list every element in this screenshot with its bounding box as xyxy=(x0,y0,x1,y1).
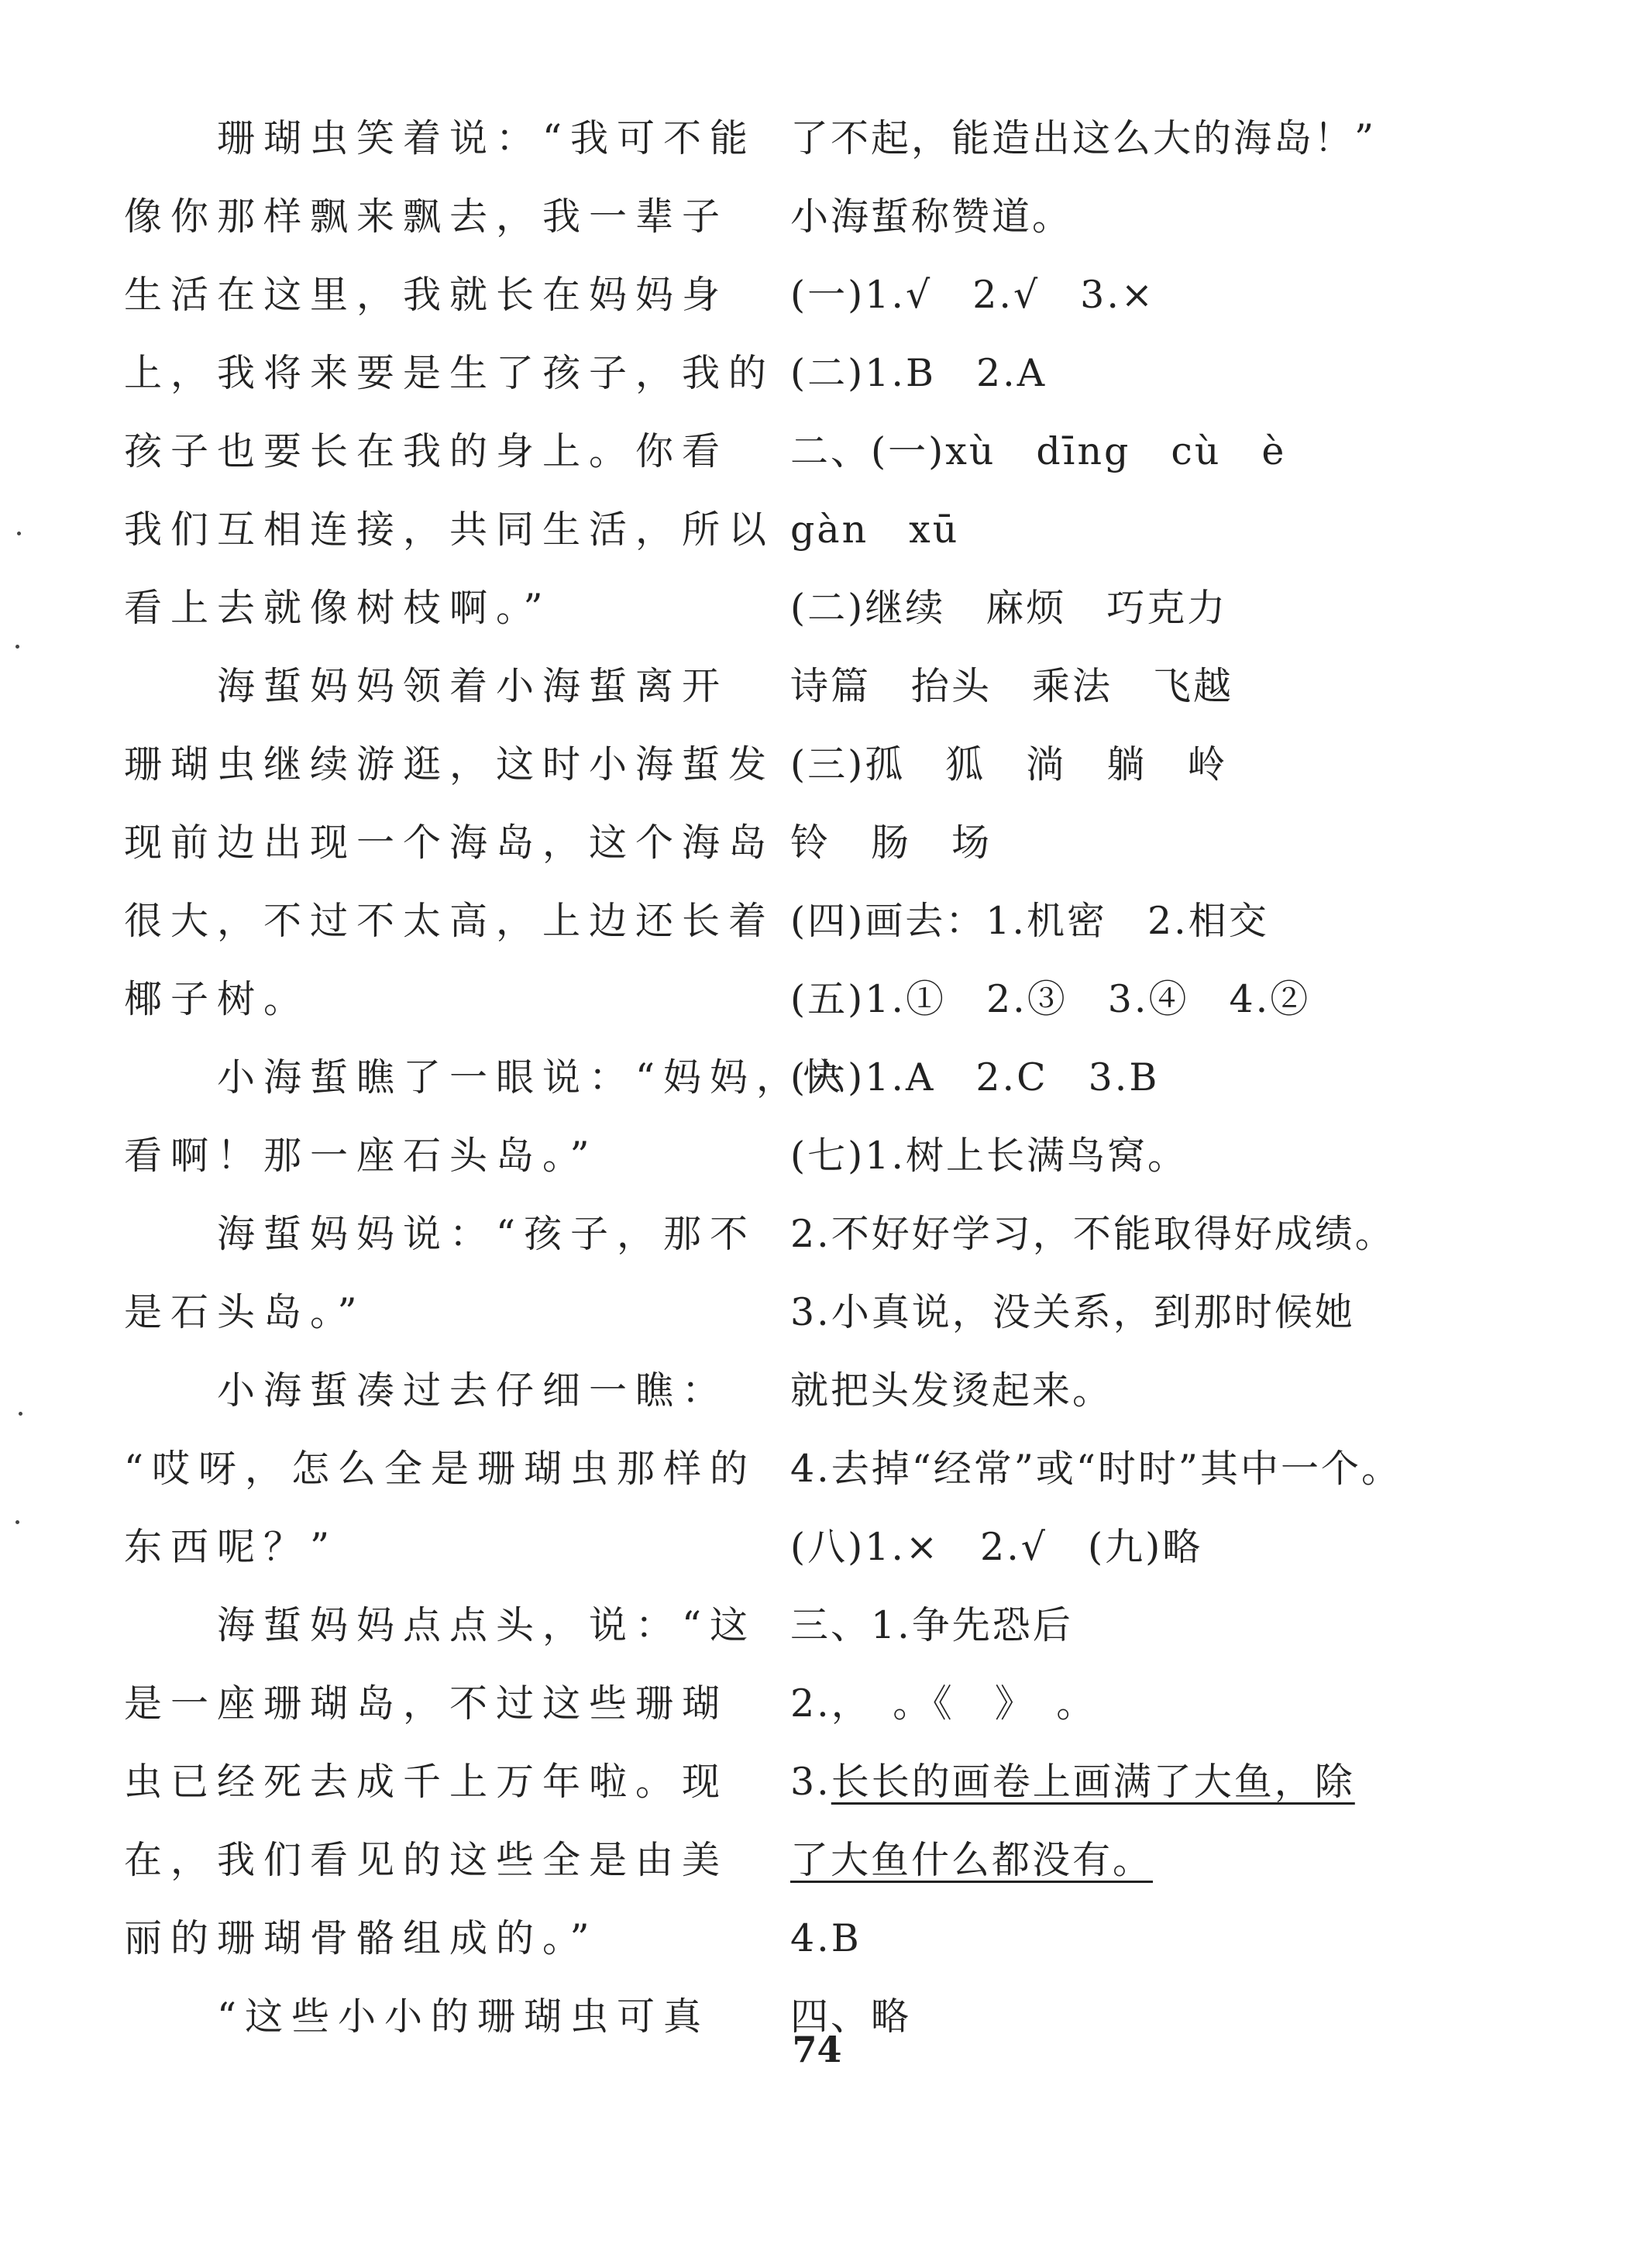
story-line: 丽的珊瑚骨骼组成的。” xyxy=(124,1916,598,1960)
story-line: 看上去就像树枝啊。” xyxy=(124,586,552,630)
story-line: 生活在这里，我就长在妈妈身 xyxy=(124,273,729,317)
answer-line: 诗篇 抬头 乘法 飞越 xyxy=(790,664,1234,708)
answer-line: 2.不好好学习，不能取得好成绩。 xyxy=(790,1212,1395,1256)
answer-line: (二)1.B 2.A xyxy=(790,351,1047,395)
story-line: 海蜇妈妈领着小海蜇离开 xyxy=(124,664,729,708)
answer-line: 4.去掉“经常”或“时时”其中一个。 xyxy=(790,1447,1402,1491)
answer-line: 就把头发烫起来。 xyxy=(790,1368,1113,1413)
scan-speck xyxy=(15,645,19,649)
story-line: 是一座珊瑚岛，不过这些珊瑚 xyxy=(124,1681,729,1726)
story-line: “哎呀，怎么全是珊瑚虫那样的 xyxy=(124,1447,757,1491)
answer-line: (六)1.A 2.C 3.B xyxy=(790,1055,1160,1100)
story-line: 现前边出现一个海岛，这个海岛 xyxy=(124,821,776,865)
story-line: 孩子也要长在我的身上。你看 xyxy=(124,429,729,473)
scan-speck xyxy=(15,1520,19,1524)
answer-line: (四)画去：1.机密 2.相交 xyxy=(790,899,1269,943)
story-line: 海蜇妈妈说：“孩子，那不 xyxy=(124,1212,757,1256)
answer-line: 小海蜇称赞道。 xyxy=(790,194,1073,239)
story-line: 像你那样飘来飘去，我一辈子 xyxy=(124,194,729,239)
story-line: 珊瑚虫笑着说：“我可不能 xyxy=(124,116,757,160)
answer-line: 三、1.争先恐后 xyxy=(790,1603,1073,1647)
answer-line-q3-second xyxy=(790,1821,1426,1899)
story-line: “这些小小的珊瑚虫可真 xyxy=(124,1994,710,2039)
scan-speck xyxy=(17,532,21,535)
answer-line-section4: 四、略 xyxy=(790,1994,912,2039)
q3-underlined-sentence-part2: 了大鱼什么都没有。 xyxy=(790,1838,1154,1882)
answer-line: 2.， 。《 》 。 xyxy=(790,1681,1097,1726)
answer-line: (三)孤 狐 淌 躺 岭 xyxy=(790,742,1228,786)
story-line: 我们互相连接，共同生活，所以 xyxy=(124,508,776,552)
page-number: 74 xyxy=(792,2029,842,2070)
answer-line: (七)1.树上长满鸟窝。 xyxy=(790,1134,1188,1178)
story-line: 珊瑚虫继续游逛，这时小海蜇发 xyxy=(124,742,776,786)
story-line: 看啊！那一座石头岛。” xyxy=(124,1134,598,1178)
answer-line: (八)1.× 2.√ (九)略 xyxy=(790,1525,1203,1569)
answer-line: 了不起，能造出这么大的海岛！” xyxy=(790,116,1377,160)
answer-line-q4: 4.B xyxy=(790,1916,862,1960)
answer-line: (五)1.① 2.③ 3.④ 4.② xyxy=(790,977,1311,1021)
scan-speck xyxy=(19,1412,22,1416)
story-line: 椰子树。 xyxy=(124,977,311,1021)
answer-line: gàn xū xyxy=(790,508,960,552)
answer-line: (一)1.√ 2.√ 3.× xyxy=(790,273,1155,317)
answer-line: 铃 肠 场 xyxy=(790,821,992,865)
answer-line: 二、(一)xù dīng cù è xyxy=(790,429,1287,473)
answer-list xyxy=(790,99,1426,1743)
right-column xyxy=(790,99,1426,2056)
q3-number: 3. xyxy=(790,1760,831,1804)
story-line: 是石头岛。” xyxy=(124,1290,366,1334)
answer-line-q3-first xyxy=(790,1743,1426,1821)
story-line: 在，我们看见的这些全是由美 xyxy=(124,1838,729,1882)
story-line: 海蜇妈妈点点头，说：“这 xyxy=(124,1603,757,1647)
story-line: 小海蜇瞧了一眼说：“妈妈，快 xyxy=(124,1055,850,1100)
story-line: 很大，不过不太高，上边还长着 xyxy=(124,899,776,943)
answer-line: (二)继续 麻烦 巧克力 xyxy=(790,586,1228,630)
q3-underlined-sentence-part1: 长长的画卷上画满了大鱼，除 xyxy=(831,1760,1355,1804)
story-line: 小海蜇凑过去仔细一瞧： xyxy=(124,1368,729,1413)
story-line: 虫已经死去成千上万年啦。现 xyxy=(124,1760,729,1804)
story-line: 上，我将来要是生了孩子，我的 xyxy=(124,351,776,395)
answer-line: 3.小真说，没关系，到那时候她 xyxy=(790,1290,1355,1334)
story-line: 东西呢？” xyxy=(124,1525,339,1569)
